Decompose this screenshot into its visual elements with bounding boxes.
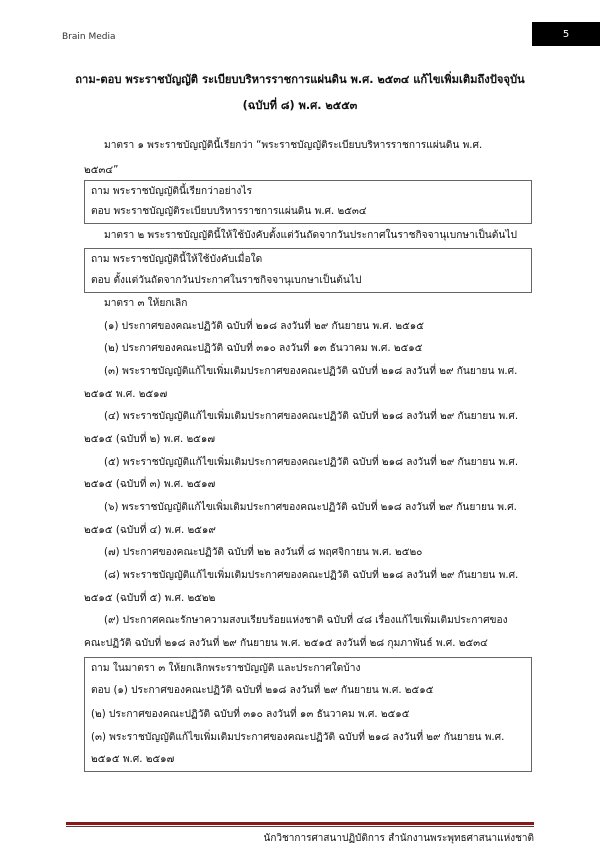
list-item: (๔) พระราชบัญญัติแก้ไขเพิ่มเติมประกาศของคณะปฏิวัติ ฉบับที่ ๒๑๘ ลงวันที่ ๒๙ กันยายน พ.ศ.	[104, 411, 519, 422]
qa3-answer-1: ตอบ (๑) ประกาศของคณะปฏิวัติ ฉบับที่ ๒๑๘ ลงวันที่ ๒๙ กันยายน พ.ศ. ๒๕๑๕	[91, 685, 434, 696]
footer-divider-thin	[66, 826, 534, 827]
qa-box-3	[84, 657, 532, 772]
qa3-answer-2: (๒) ประกาศของคณะปฏิวัติ ฉบับที่ ๓๑๐ ลงวันที่ ๑๓ ธันวาคม พ.ศ. ๒๕๑๕	[91, 709, 410, 720]
qa2-question: ถาม พระราชบัญญัตินี้ให้ใช้บังคับเมื่อใด	[91, 254, 263, 265]
list-item: (๙) ประกาศคณะรักษาความสงบเรียบร้อยแห่งชาติ ฉบับที่ ๔๘ เรื่องแก้ไขเพิ่มเติมประกาศของ	[104, 615, 508, 626]
qa1-question: ถาม พระราชบัญญัตินี้เรียกว่าอย่างไร	[91, 186, 252, 197]
list-item: (๓) พระราชบัญญัติแก้ไขเพิ่มเติมประกาศของคณะปฏิวัติ ฉบับที่ ๒๑๘ ลงวันที่ ๒๙ กันยายน พ.ศ.	[104, 366, 518, 377]
list-item: (๕) พระราชบัญญัติแก้ไขเพิ่มเติมประกาศของคณะปฏิวัติ ฉบับที่ ๒๑๘ ลงวันที่ ๒๙ กันยายน พ.ศ.	[104, 457, 519, 468]
qa3-question: ถาม ในมาตรา ๓ ให้ยกเลิกพระราชบัญญัติ และประกาศใดบ้าง	[91, 663, 361, 674]
qa-box-1	[84, 180, 532, 224]
list-item-cont: ๒๕๑๕ (ฉบับที่ ๔) พ.ศ. ๒๕๑๙	[84, 525, 216, 536]
document-title-line1: ถาม-ตอบ พระราชบัญญัติ ระเบียบบริหารราชการแผ่นดิน พ.ศ. ๒๕๓๔ แก้ไขเพิ่มเติมถึงปัจจุบัน	[75, 73, 525, 86]
list-item-cont: ๒๕๑๕ (ฉบับที่ ๕) พ.ศ. ๒๕๒๒	[84, 593, 216, 604]
document-title-line2: (ฉบับที่ ๘) พ.ศ. ๒๕๕๓	[242, 99, 358, 112]
page-number-badge: 5	[532, 22, 600, 46]
footer-divider	[66, 822, 534, 825]
qa-box-2	[84, 248, 532, 293]
list-item-cont: ๒๕๑๕ (ฉบับที่ ๒) พ.ศ. ๒๕๑๗	[84, 434, 216, 445]
qa3-answer-4: ๒๕๑๕ พ.ศ. ๒๕๑๗	[91, 754, 175, 765]
qa3-answer-3: (๓) พระราชบัญญัติแก้ไขเพิ่มเติมประกาศของคณะปฏิวัติ ฉบับที่ ๒๑๘ ลงวันที่ ๒๙ กันยายน พ.ศ.	[91, 732, 505, 743]
list-item: (๑) ประกาศของคณะปฏิวัติ ฉบับที่ ๒๑๘ ลงวันที่ ๒๙ กันยายน พ.ศ. ๒๕๑๕	[104, 321, 424, 332]
list-item-cont: ๒๕๑๕ (ฉบับที่ ๓) พ.ศ. ๒๕๑๗	[84, 479, 216, 490]
list-item: (๘) พระราชบัญญัติแก้ไขเพิ่มเติมประกาศของคณะปฏิวัติ ฉบับที่ ๒๑๘ ลงวันที่ ๒๙ กันยายน พ.ศ.	[104, 570, 519, 581]
section1-line2: ๒๕๓๔”	[84, 165, 119, 176]
section2-line1: มาตรา ๒ พระราชบัญญัตินี้ให้ใช้บังคับตั้งแต่วันถัดจากวันประกาศในราชกิจจานุเบกษาเป็นต้นไป	[104, 230, 517, 241]
qa2-answer: ตอบ ตั้งแต่วันถัดจากวันประกาศในราชกิจจานุเบกษาเป็นต้นไป	[91, 275, 362, 286]
list-item: (๖) พระราชบัญญัติแก้ไขเพิ่มเติมประกาศของคณะปฏิวัติ ฉบับที่ ๒๑๘ ลงวันที่ ๒๙ กันยายน พ.ศ.	[104, 502, 517, 513]
footer-text: นักวิชาการศาสนาปฏิบัติการ สำนักงานพระพุทธศาสนาแห่งชาติ	[263, 833, 534, 844]
header-brand: Brain Media	[62, 32, 116, 42]
list-item: (๒) ประกาศของคณะปฏิวัติ ฉบับที่ ๓๑๐ ลงวันที่ ๑๓ ธันวาคม พ.ศ. ๒๕๑๕	[104, 343, 423, 354]
list-item-cont: ๒๕๑๕ พ.ศ. ๒๕๑๗	[84, 389, 168, 400]
list-item-cont: คณะปฏิวัติ ฉบับที่ ๒๑๘ ลงวันที่ ๒๙ กันยายน พ.ศ. ๒๕๑๕ ลงวันที่ ๒๘ กุมภาพันธ์ พ.ศ. ๒๕๓๔	[84, 638, 488, 649]
section1-line1: มาตรา ๑ พระราชบัญญัตินี้เรียกว่า “พระราชบัญญัติระเบียบบริหารราชการแผ่นดิน พ.ศ.	[104, 140, 483, 151]
list-item: (๗) ประกาศของคณะปฏิวัติ ฉบับที่ ๒๒ ลงวันที่ ๘ พฤศจิกายน พ.ศ. ๒๕๒๐	[104, 547, 423, 558]
qa1-answer: ตอบ พระราชบัญญัติระเบียบบริหารราชการแผ่นดิน พ.ศ. ๒๕๓๔	[91, 206, 367, 217]
section3-heading: มาตรา ๓ ให้ยกเลิก	[104, 298, 188, 309]
